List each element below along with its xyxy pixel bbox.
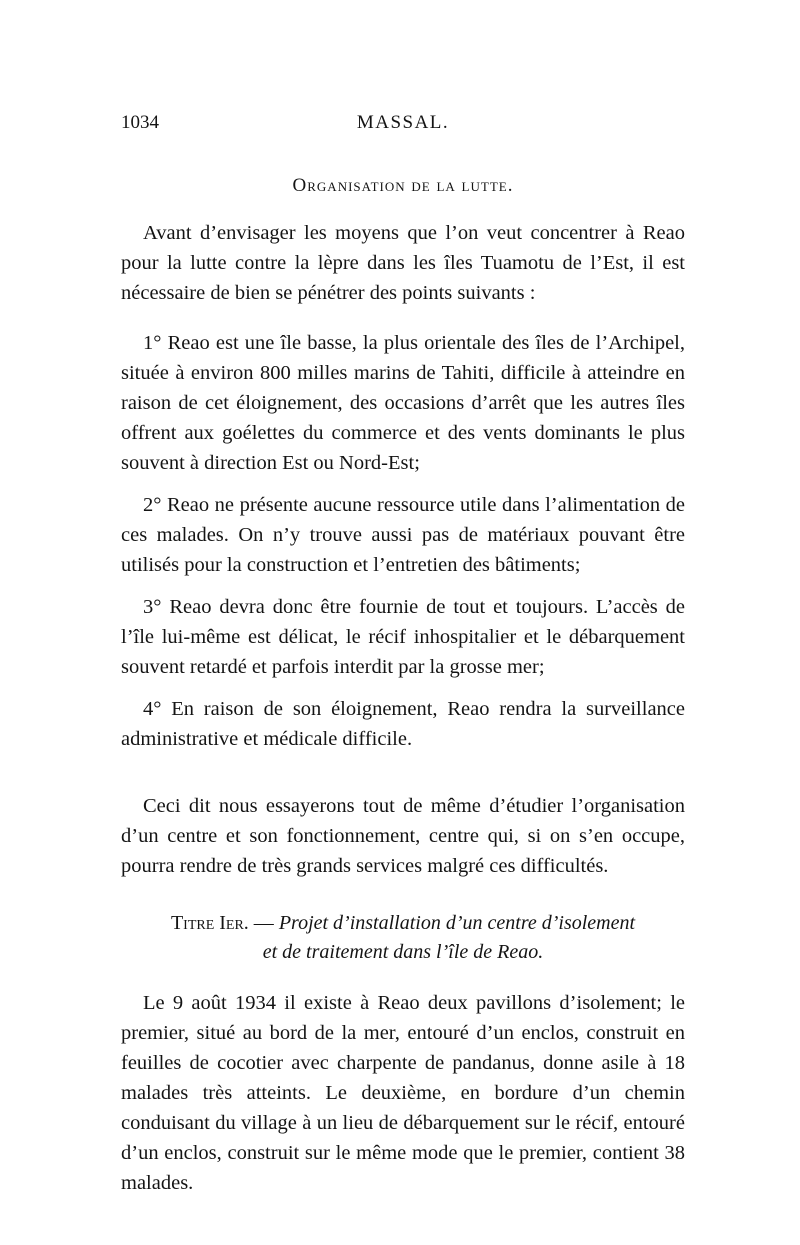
page-number: 1034 [121,112,159,133]
running-head: MASSAL. [356,112,450,133]
conclusion-paragraph: Ceci dit nous essayerons tout de même d’étudier l’organisation d’un centre et son fonctionnement, centre qui, si on s’en occupe, pourra rendre de très grands services malgré ces difficultés. [121,795,685,877]
page-header [121,112,685,142]
chapter-heading [121,909,685,967]
chapter-heading-line-2 [121,938,685,967]
section-title: Organisation de la lutte. [292,175,514,196]
chapter-title-line-1: Projet d’installation d’un centre d’isolement [278,912,636,934]
chapter-label: Titre Ier. — [170,912,274,934]
list-item: 4° En raison de son éloignement, Reao rendra la surveillance administrative et médicale difficile. [121,698,685,750]
intro-paragraph: Avant d’envisager les moyens que l’on veut concentrer à Reao pour la lutte contre la lèpre dans les îles Tuamotu de l’Est, il est nécessaire de bien se pénétrer des points suivants : [121,222,685,304]
chapter-heading-line-1 [121,909,685,938]
chapter-title-line-2: et de traitement dans l’île de Reao. [262,941,544,963]
list-item: 3° Reao devra donc être fournie de tout et toujours. L’accès de l’île lui-même est délicat, le récif inhospitalier et le débarquement souvent retardé et parfois interdit par la grosse mer; [121,596,685,678]
final-paragraph: Le 9 août 1934 il existe à Reao deux pavillons d’isolement; le premier, situé au bord de la mer, entouré d’un enclos, construit en feuilles de cocotier avec charpente de pandanus, donne asile à 18 malades très atteints. Le deuxième, en bordure d’un chemin conduisant du village à un lieu de débarquement sur le récif, entouré d’un enclos, construit sur le même mode que le premier, contient 38 malades. [121,992,685,1194]
list-item: 2° Reao ne présente aucune ressource utile dans l’alimentation de ces malades. On n’y trouve aussi pas de matériaux pouvant être utilisés pour la construction et l’entretien des bâtiments; [121,494,685,576]
list-item: 1° Reao est une île basse, la plus orientale des îles de l’Archipel, située à environ 800 milles marins de Tahiti, difficile à atteindre en raison de cet éloignement, des occasions d’arrêt que les autres îles offrent aux goélettes du commerce et des vents dominants le plus souvent à direction Est ou Nord-Est; [121,332,685,474]
page [121,112,685,1198]
